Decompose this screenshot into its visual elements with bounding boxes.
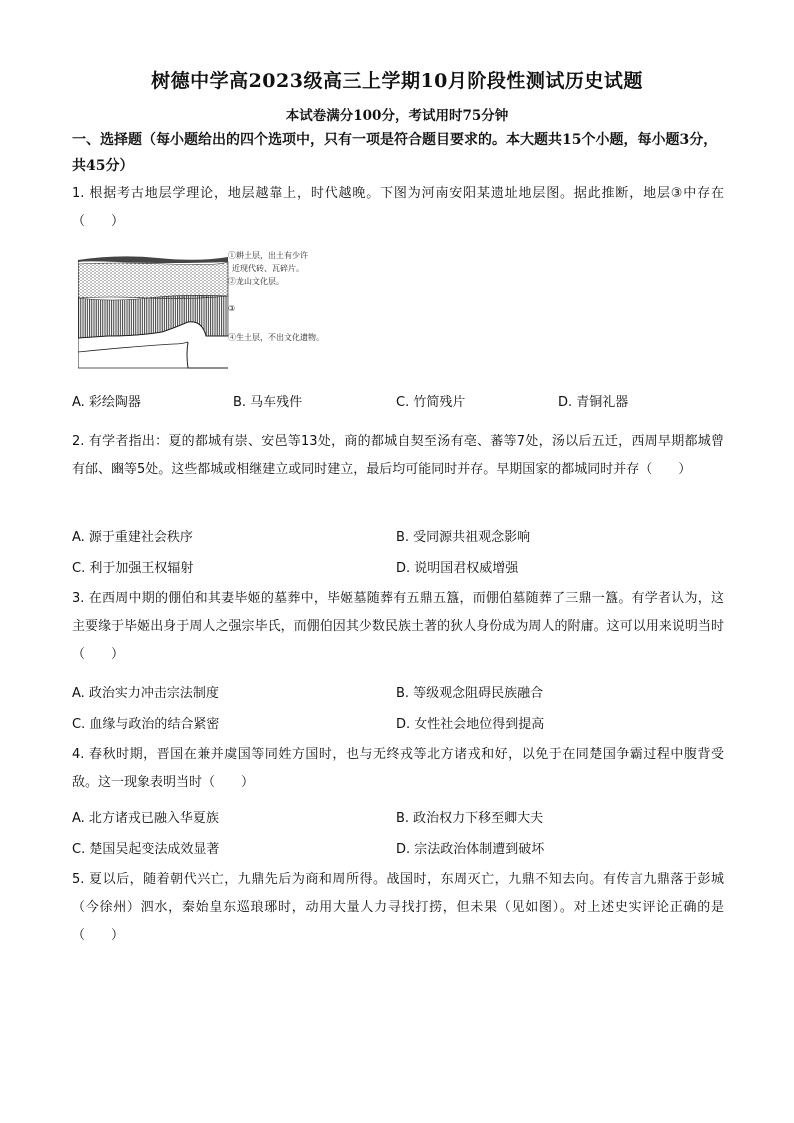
question-2-stem: 2. 有学者指出：夏的都城有崇、安邑等13处，商的都城自契至汤有亳、蕃等7处，汤以后五迁，西周早期都城曾有邰、豳等5处。这些都城或相继建立或同时建立，最后均可能同时并存。早期国家的都城同时并存（ ） [72, 434, 724, 477]
figure-label-1a: ①耕土层，出土有少许 [228, 251, 308, 260]
option-a: A. 源于重建社会秩序 [72, 530, 193, 545]
option-d: D. 说明国君权威增强 [396, 561, 519, 576]
section-heading: 一、选择题（每小题给出的四个选项中，只有一项是符合题目要求的。本大题共15个小题，每小题3分，共45分） [72, 132, 718, 174]
figure-label-2: ②龙山文化层。 [228, 277, 284, 286]
option-c: C. 血缘与政治的结合紧密 [72, 717, 220, 732]
option-b: B. 受同源共祖观念影响 [396, 530, 531, 545]
question-5-stem: 5. 夏以后，随着朝代兴亡，九鼎先后为商和周所得。战国时，东周灭亡，九鼎不知去向。有传言九鼎落于彭城（今徐州）泗水，秦始皇东巡琅琊时，动用大量人力寻找打捞，但未果（见如图）。对上述史实评论正确的是（ ） [72, 872, 724, 943]
option-c: C. 竹简残片 [396, 395, 466, 410]
option-d: D. 宗法政治体制遭到破坏 [396, 842, 545, 857]
question-3-options-row1 [72, 682, 722, 706]
option-b: B. 等级观念阻碍民族融合 [396, 686, 544, 701]
option-d: D. 青铜礼器 [558, 395, 629, 410]
stratigraphy-svg [78, 248, 348, 376]
stratigraphy-diagram [78, 248, 348, 376]
option-b: B. 政治权力下移至卿大夫 [396, 811, 544, 826]
layer-2-longshan [78, 262, 228, 299]
option-a: A. 政治实力冲击宗法制度 [72, 686, 219, 701]
question-2-options-row2 [72, 557, 722, 581]
question-3-stem: 3. 在西周中期的倗伯和其妻毕姬的墓葬中，毕姬墓随葬有五鼎五簋，而倗伯墓随葬了三鼎一簋。有学者认为，这主要缘于毕姬出身于周人之强宗毕氏，而倗伯因其少数民族土著的狄人身份成为周人的附庸。这可以用来说明当时（ ） [72, 591, 724, 662]
exam-subtitle: 本试卷满分100分，考试用时75分钟 [285, 108, 509, 124]
figure-label-3: ③ [228, 304, 236, 313]
figure-label-4: ④生土层，不出文化遗物。 [228, 333, 324, 342]
page-title: 树德中学高2023级高三上学期10月阶段性测试历史试题 [151, 70, 643, 92]
question-1-options [72, 391, 722, 415]
option-c: C. 利于加强王权辐射 [72, 561, 194, 576]
question-4-stem: 4. 春秋时期，晋国在兼并虞国等同姓方国时，也与无终戎等北方诸戎和好，以免于在同楚国争霸过程中腹背受敌。这一现象表明当时（ ） [72, 747, 724, 790]
option-a: A. 北方诸戎已融入华夏族 [72, 811, 219, 826]
question-4-options-row2 [72, 838, 722, 862]
question-3-options-row2 [72, 713, 722, 737]
option-b: B. 马车残件 [233, 395, 303, 410]
question-1-stem: 1. 根据考古地层学理论，地层越靠上，时代越晚。下图为河南安阳某遗址地层图。据此推断，地层③中存在（ ） [72, 186, 724, 229]
layer-3 [78, 295, 228, 338]
option-a: A. 彩绘陶器 [72, 395, 141, 410]
question-2-options-row1 [72, 526, 722, 550]
question-4-options-row1 [72, 807, 722, 831]
layer-1-plough-soil [78, 256, 228, 264]
option-d: D. 女性社会地位得到提高 [396, 717, 545, 732]
option-c: C. 楚国吴起变法成效显著 [72, 842, 220, 857]
figure-label-1b: 近现代砖、瓦碎片。 [232, 264, 304, 273]
